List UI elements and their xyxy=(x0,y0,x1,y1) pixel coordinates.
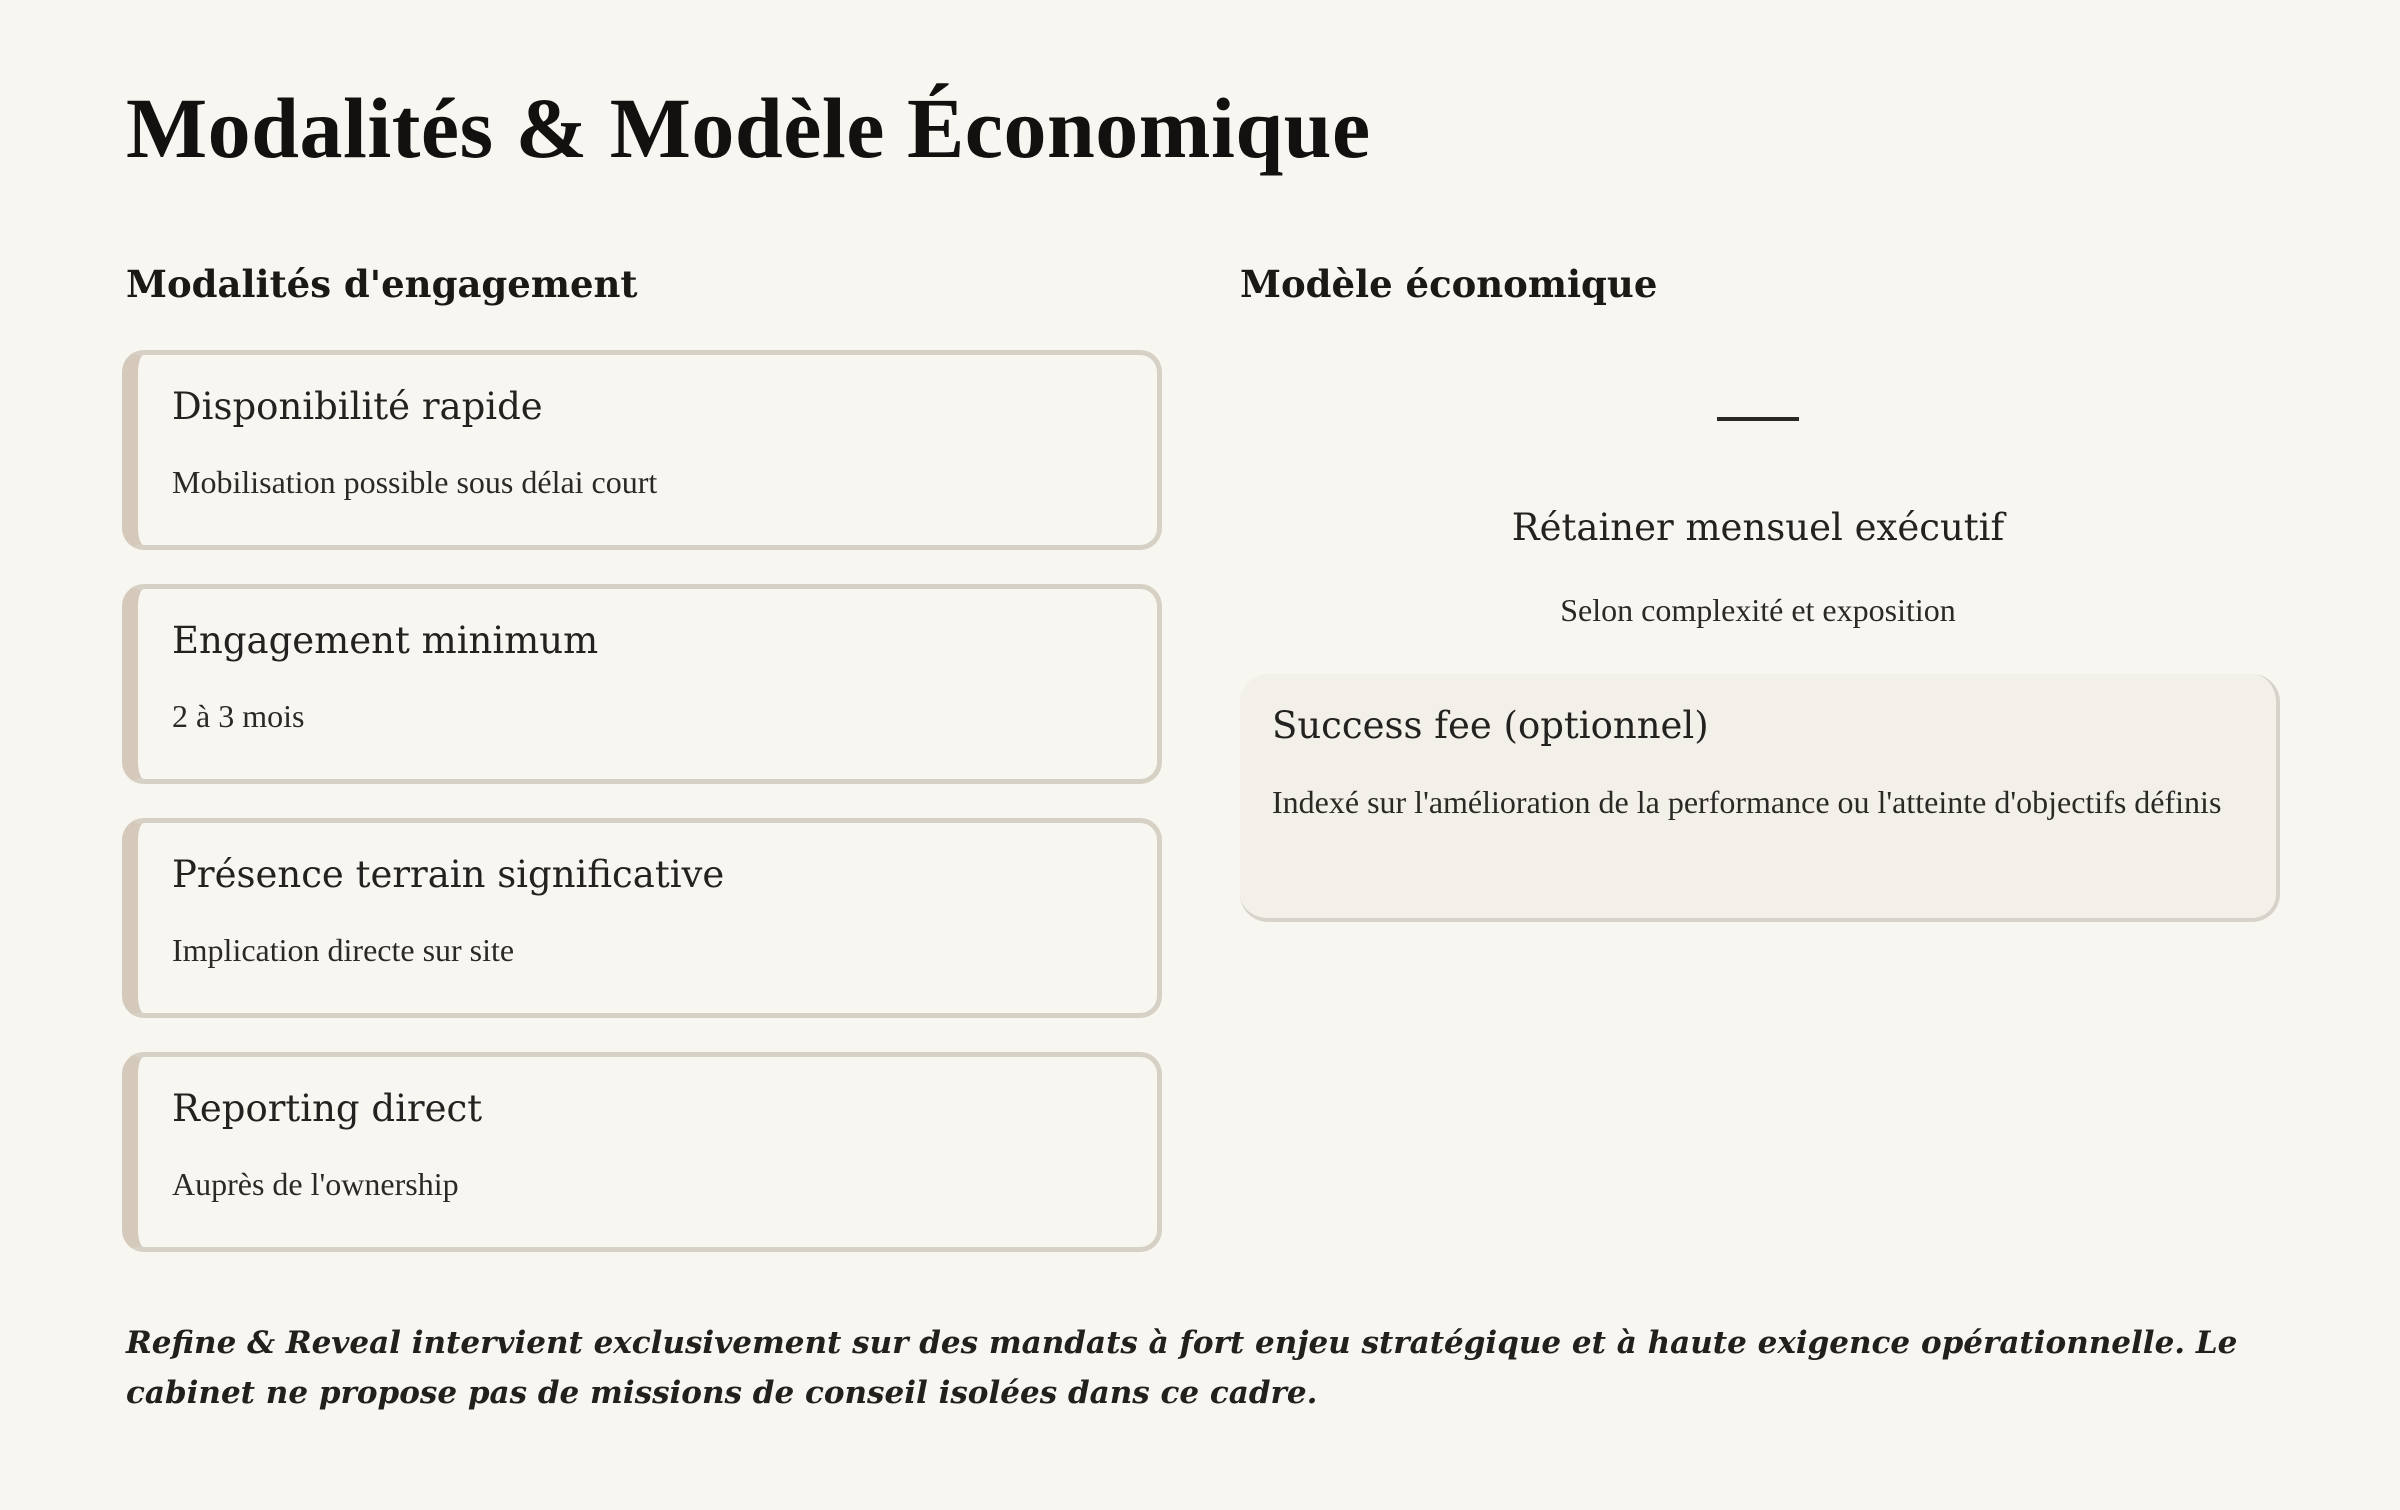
success-fee-title: Success fee (optionnel) xyxy=(1272,704,1709,747)
engagement-card-text: Auprès de l'ownership xyxy=(172,1166,459,1202)
engagement-card-title: Disponibilité rapide xyxy=(172,385,543,428)
engagement-card-field-presence xyxy=(122,818,1162,1018)
section-divider xyxy=(1717,417,1799,421)
engagement-card-title: Engagement minimum xyxy=(172,619,599,662)
page-title: Modalités & Modèle Économique xyxy=(126,80,1371,176)
success-fee-text: Indexé sur l'amélioration de la performance ou l'atteinte d'objectifs définis xyxy=(1272,784,2222,820)
engagement-card-text: 2 à 3 mois xyxy=(172,698,305,734)
economic-model-heading: Modèle économique xyxy=(1240,262,1658,306)
engagement-card-availability xyxy=(122,350,1162,550)
retainer-title: Rétainer mensuel exécutif xyxy=(1511,506,2005,549)
engagement-card-reporting xyxy=(122,1052,1162,1252)
engagement-card-text: Mobilisation possible sous délai court xyxy=(172,464,658,500)
engagement-card-title: Présence terrain significative xyxy=(172,853,725,896)
engagement-card-title: Reporting direct xyxy=(172,1087,483,1130)
retainer-text: Selon complexité et exposition xyxy=(1560,592,1956,628)
engagement-card-minimum xyxy=(122,584,1162,784)
footer-note: Refine & Reveal intervient exclusivement sur des mandats à fort enjeu stratégique et à haute exigence opérationnelle. Le cabinet ne propose pas de missions de conseil isolées dans ce cadre. xyxy=(126,1325,2238,1411)
engagement-card-text: Implication directe sur site xyxy=(172,932,515,968)
success-fee-box xyxy=(1240,674,2280,922)
engagement-heading: Modalités d'engagement xyxy=(126,262,638,306)
